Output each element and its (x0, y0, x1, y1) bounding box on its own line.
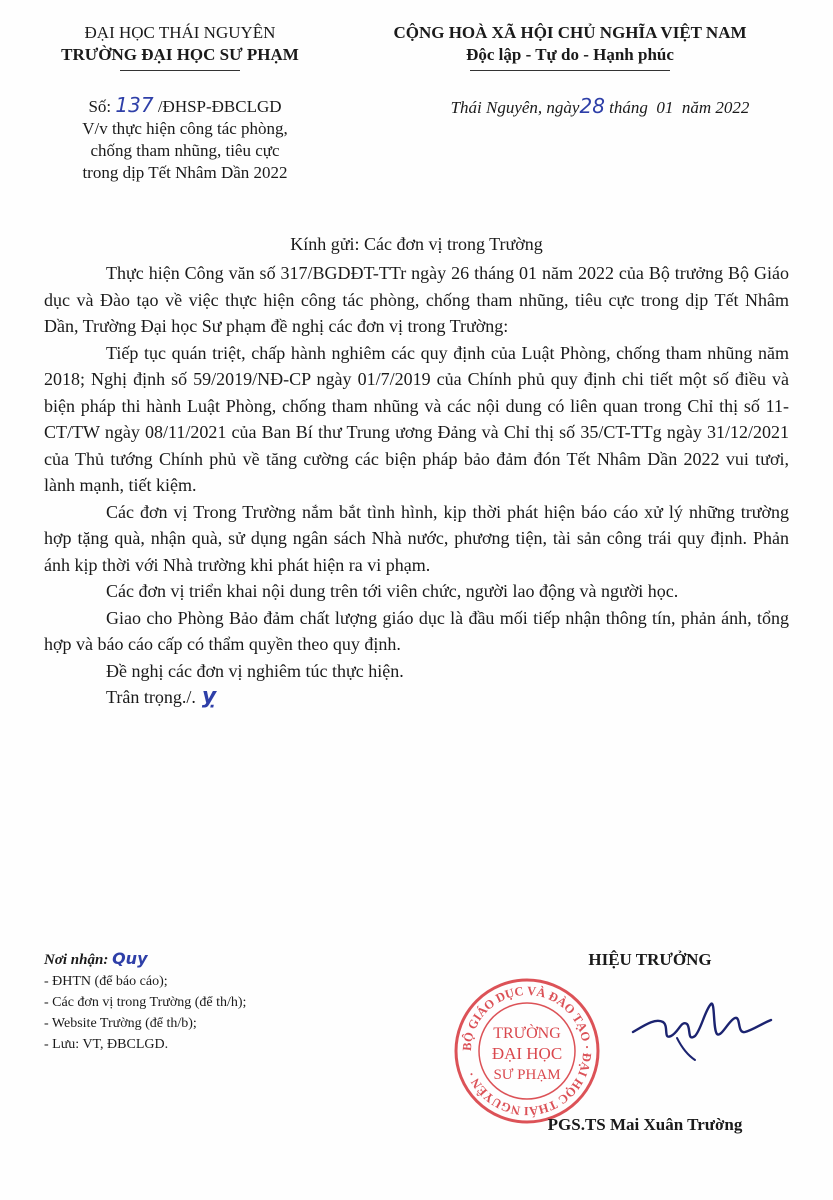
document-number (40, 94, 330, 118)
body-paragraph: Giao cho Phòng Bảo đảm chất lượng giáo dục là đầu mối tiếp nhận thông tín, phản ánh, tổng hợp và báo cáo cấp có thẩm quyền theo quy định. (44, 607, 789, 654)
official-seal-icon (452, 976, 602, 1126)
country-name: CỘNG HOÀ XÃ HỘI CHỦ NGHĨA VIỆT NAM (393, 23, 747, 42)
date-day-handwritten: 28 (579, 94, 605, 118)
document-body (44, 260, 789, 711)
doc-number-prefix: Số: (88, 97, 112, 116)
receivers-block (44, 948, 444, 1055)
date-month-label: tháng (609, 98, 648, 117)
closing-line (44, 684, 789, 711)
subject-line: trong dịp Tết Nhâm Dần 2022 (82, 163, 288, 182)
issuer-block (30, 22, 330, 71)
body-paragraph: Đề nghị các đơn vị nghiêm túc thực hiện. (106, 660, 404, 681)
subject-line: V/v thực hiện công tác phòng, (82, 119, 288, 138)
doc-number-handwritten: 137 (115, 93, 154, 117)
receivers-list (44, 971, 444, 1055)
issuer-school: TRƯỜNG ĐẠI HỌC SƯ PHẠM (61, 45, 299, 64)
doc-number-suffix: /ĐHSP-ĐBCLGD (157, 97, 282, 116)
receiver-item: - Các đơn vị trong Trường (để th/h); (44, 995, 247, 1010)
body-paragraph: Thực hiện Công văn số 317/BGDĐT-TTr ngày 26 tháng 01 năm 2022 của Bộ trưởng Bộ Giáo dục và Đào tạo về việc thực hiện công tác phòng, chống tham nhũng, tiêu cực trong dịp Tết Nhâm Dần, Trường Đại học Sư phạm đề nghị các đơn vị trong Trường: (44, 263, 789, 336)
subject-line: chống tham nhũng, tiêu cực (90, 141, 280, 160)
signatory-title: HIỆU TRƯỞNG (588, 950, 712, 969)
receivers-title (44, 948, 444, 971)
document-subject (40, 118, 330, 184)
closing-text: Trân trọng./. (106, 687, 196, 707)
motto-underline (470, 70, 670, 71)
national-header (335, 22, 805, 71)
receiver-item: - Lưu: VT, ĐBCLGD. (44, 1037, 169, 1052)
issue-date (395, 94, 805, 118)
receivers-label: Nơi nhận: (44, 952, 109, 968)
seal-line-1: TRƯỜNG (493, 1025, 561, 1042)
receiver-item: - ĐHTN (để báo cáo); (44, 974, 168, 989)
signatory-name: PGS.TS Mai Xuân Trường (547, 1115, 743, 1134)
receivers-initials: Quy (112, 949, 148, 968)
seal-line-3: SƯ PHẠM (493, 1067, 561, 1083)
body-paragraph: Các đơn vị Trong Trường nắm bắt tình hình, kịp thời phát hiện báo cáo xử lý những trường hợp tặng quà, nhận quà, sử dụng ngân sách Nhà nước, phương tiện, tài sản công trái quy định. Phản ánh kịp thời với Nhà trường khi phát hiện ra vi phạm. (44, 501, 789, 575)
seal-line-2: ĐẠI HỌC (491, 1044, 563, 1063)
seal-ring-text: BỘ GIÁO DỤC VÀ ĐÀO TẠO · ĐẠI HỌC THÁI NGUYÊN · (459, 983, 595, 1119)
date-year: năm 2022 (681, 98, 750, 117)
issuer-underline (120, 70, 240, 71)
body-paragraph: Các đơn vị triển khai nội dung trên tới viên chức, người lao động và người học. (106, 581, 679, 601)
body-paragraph: Tiếp tục quán triệt, chấp hành nghiêm các quy định của Luật Phòng, chống tham nhũng năm 2018; Nghị định số 59/2019/NĐ-CP ngày 01/7/2019 của Chính phủ quy định chi tiết một số điều và biện pháp thi hành Luật Phòng, chống tham nhũng và các nội dung có liên quan trong Chỉ thị số 11-CT/TW ngày 08/11/2021 của Ban Bí thư Trung ương Đảng và Chỉ thị số 35/CT-TTg ngày 31/12/2021 của Thủ tướng Chính phủ về tăng cường các biện pháp bảo đảm đón Tết Nhâm Dần 2022 vui tươi, lành mạnh, tiết kiệm. (44, 342, 789, 495)
date-place: Thái Nguyên, ngày (450, 98, 580, 117)
receiver-item: - Website Trường (để th/b); (44, 1016, 197, 1031)
national-motto: Độc lập - Tự do - Hạnh phúc (466, 45, 674, 64)
signature-icon (625, 990, 775, 1070)
recipient-line: Kính gửi: Các đơn vị trong Trường (290, 234, 543, 254)
date-month: 01 (656, 98, 674, 117)
issuer-org: ĐẠI HỌC THÁI NGUYÊN (84, 23, 276, 42)
initial-mark-icon: ỵ (201, 684, 217, 709)
